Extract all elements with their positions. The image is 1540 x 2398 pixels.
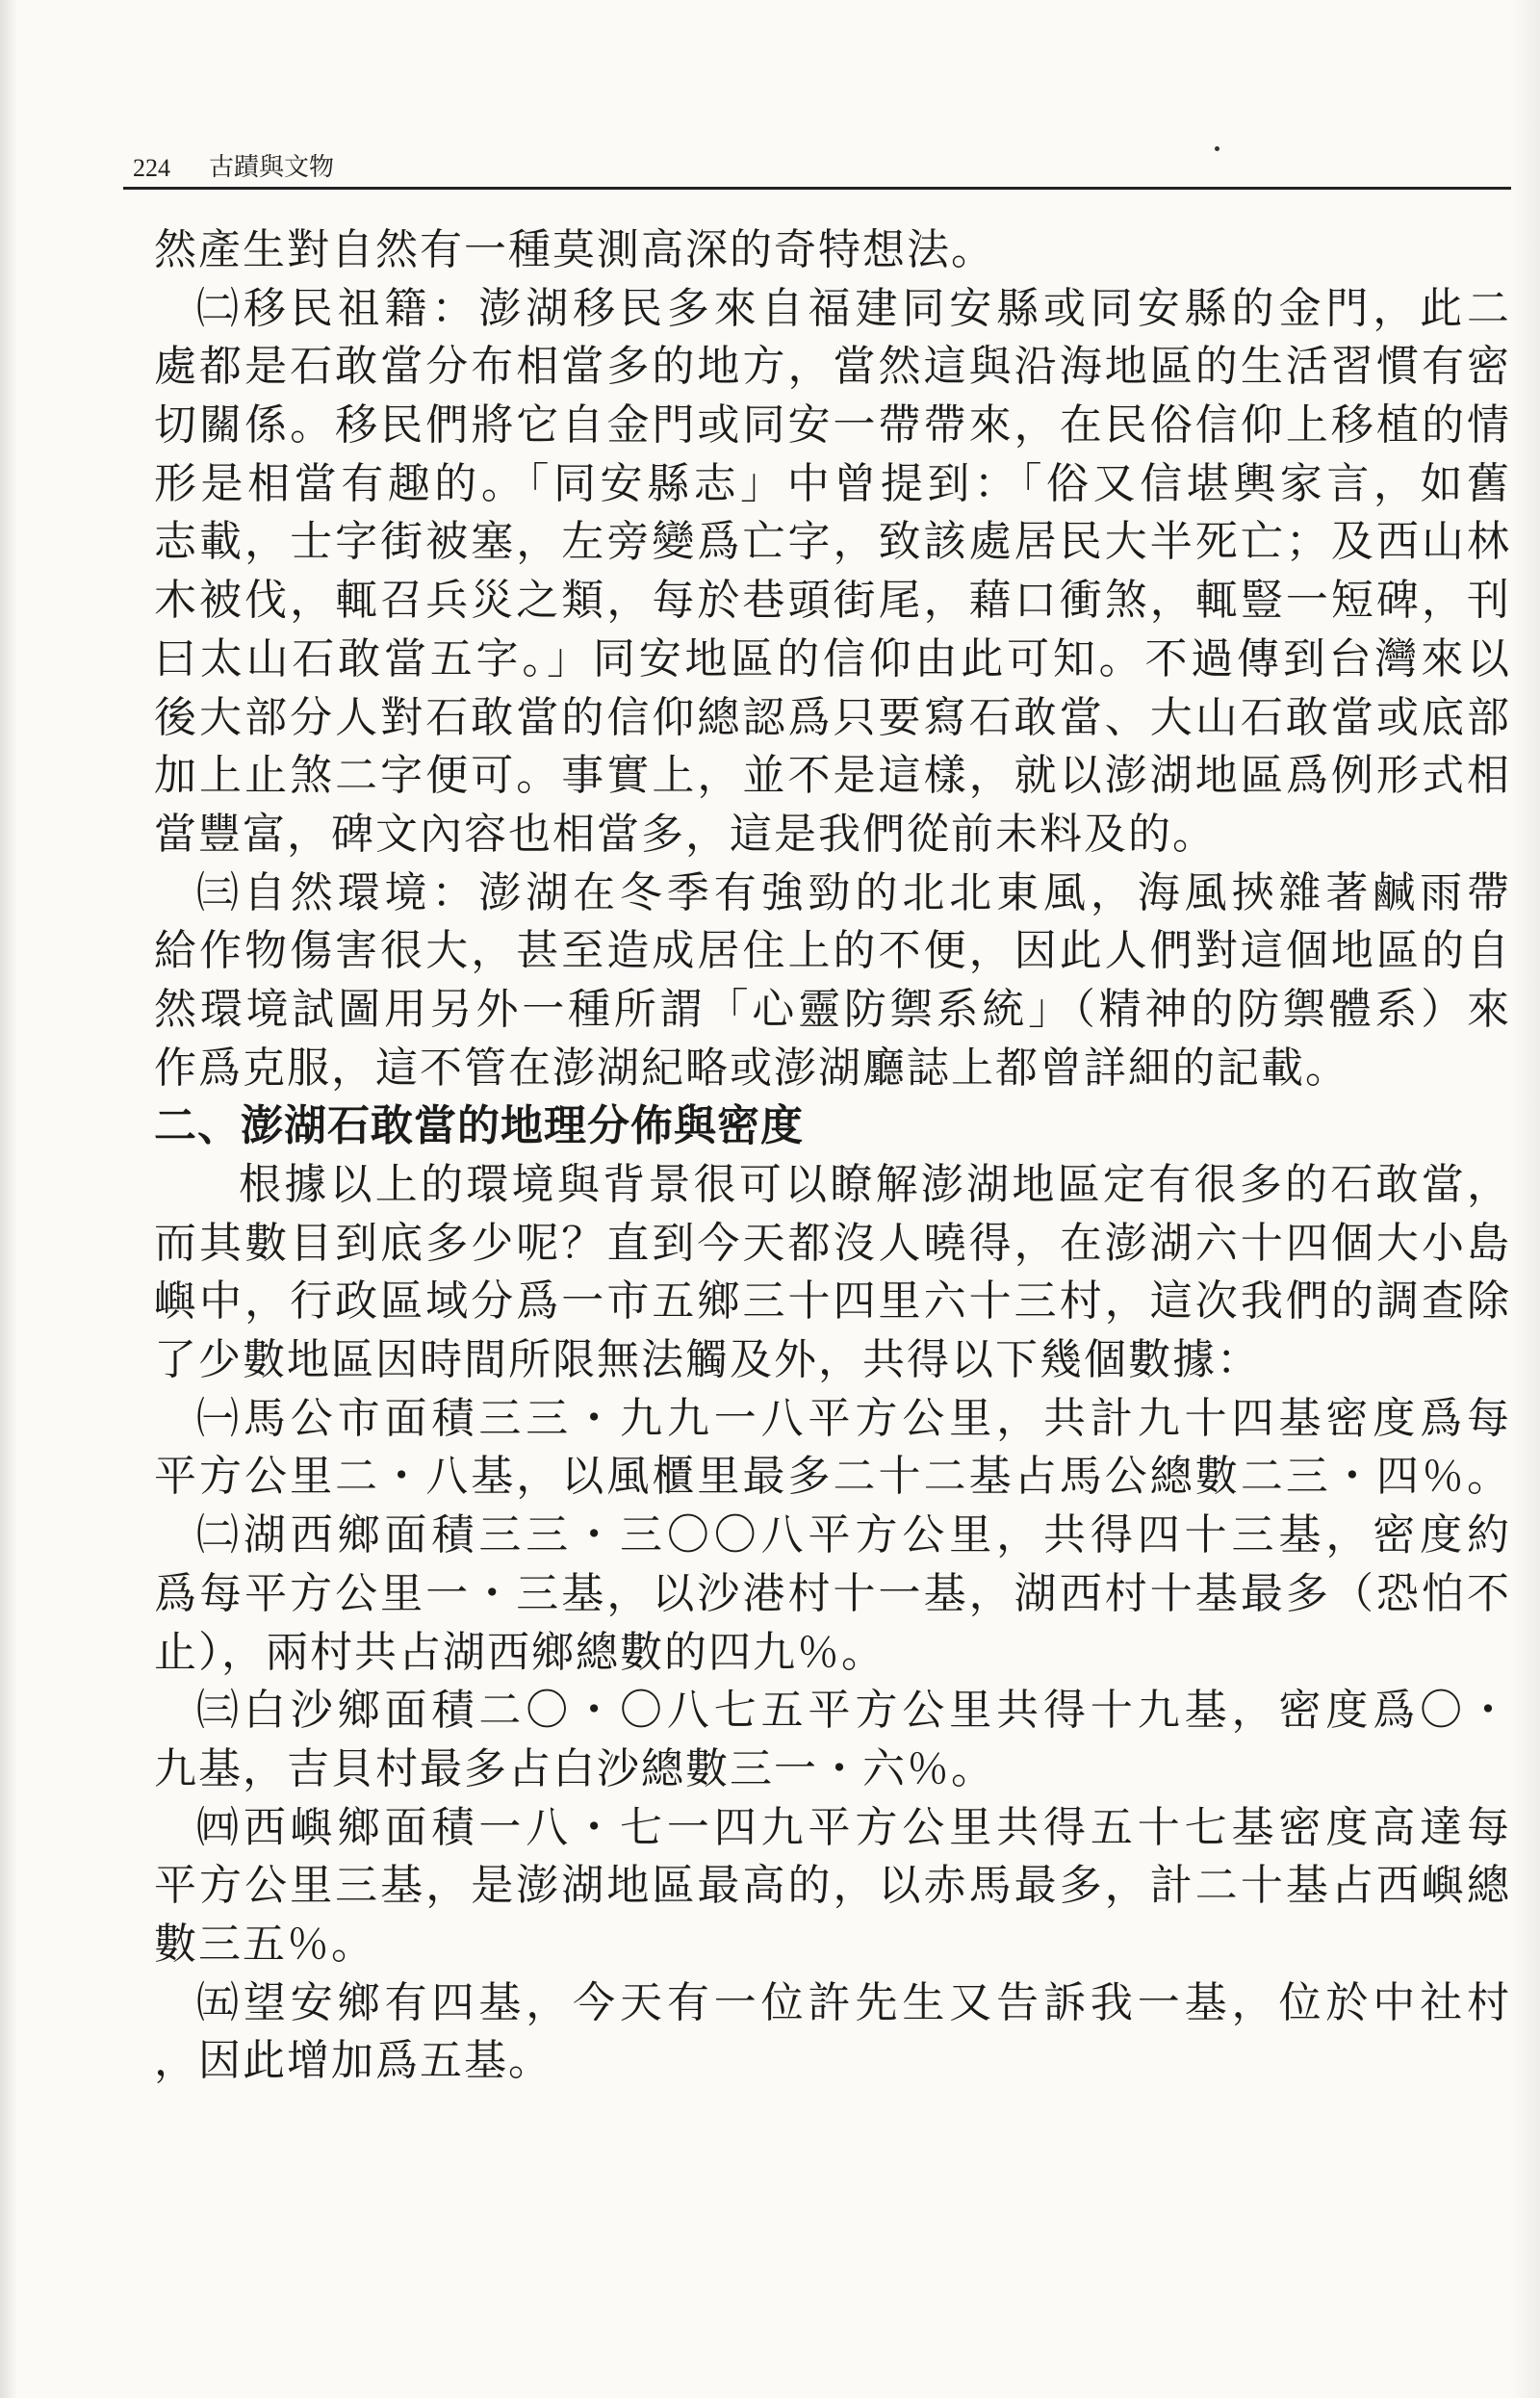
- text-line: 後大部分人對石敢當的信仰總認爲只要寫石敢當、大山石敢當或底部: [154, 692, 1511, 742]
- header-rule: [123, 187, 1511, 190]
- text-line: ㈢自然環境：澎湖在冬季有強勁的北北東風，海風挾雜著鹹雨帶: [196, 867, 1511, 917]
- text-line: ㈤望安鄉有四基，今天有一位許先生又告訴我一基，位於中社村: [196, 1977, 1511, 2027]
- text-line: 根據以上的環境與背景很可以瞭解澎湖地區定有很多的石敢當，: [239, 1160, 1511, 1209]
- text-line: 切關係。移民們將它自金門或同安一帶帶來，在民俗信仰上移植的情: [154, 400, 1511, 451]
- text-line: 數三五％。: [154, 1919, 375, 1969]
- text-line: 當豐富，碑文內容也相當多，這是我們從前未料及的。: [154, 809, 1217, 859]
- text-line: 木被伐，輒召兵災之類，每於巷頭街尾，藉口衝煞，輒豎一短碑，刊: [154, 576, 1511, 626]
- page-number: 224: [133, 154, 170, 182]
- text-line: ㈣西嶼鄉面積一八・七一四九平方公里共得五十七基密度高達每: [196, 1802, 1511, 1852]
- text-line: 曰太山石敢當五字。」同安地區的信仰由此可知。不過傳到台灣來以: [154, 633, 1511, 683]
- text-line: 爲每平方公里一・三基，以沙港村十一基，湖西村十基最多（恐怕不: [154, 1568, 1511, 1618]
- book-title: 古蹟與文物: [209, 153, 335, 181]
- running-header: [133, 135, 1511, 183]
- text-line: 然環境試圖用另外一種所謂「心靈防禦系統」（精神的防禦體系）來: [154, 984, 1511, 1034]
- body-text: [154, 221, 1511, 2091]
- text-line: 九基，吉貝村最多占白沙總數三一・六％。: [154, 1743, 995, 1793]
- text-line: 平方公里三基，是澎湖地區最高的，以赤馬最多，計二十基占西嶼總: [154, 1861, 1511, 1911]
- text-line: 然產生對自然有一種莫測高深的奇特想法。: [154, 225, 995, 274]
- section-heading: 二、澎湖石敢當的地理分佈與密度: [154, 1101, 804, 1151]
- text-line: 給作物傷害很大，甚至造成居住上的不便，因此人們對這個地區的自: [154, 926, 1511, 976]
- text-line: ㈡移民祖籍：澎湖移民多來自福建同安縣或同安縣的金門，此二: [196, 283, 1511, 333]
- text-line: ㈢白沙鄉面積二〇・〇八七五平方公里共得十九基，密度爲〇・: [196, 1686, 1511, 1736]
- text-line: ㈠馬公市面積三三・九九一八平方公里，共計九十四基密度爲每: [196, 1393, 1511, 1443]
- text-line: 志載，士字街被塞，左旁變爲亡字，致該處居民大半死亡；及西山林: [154, 517, 1511, 567]
- text-line: 嶼中，行政區域分爲一市五鄉三十四里六十三村，這次我們的調查除: [154, 1276, 1511, 1327]
- text-line: 加上止煞二字便可。事實上，並不是這樣，就以澎湖地區爲例形式相: [154, 751, 1511, 801]
- ink-speck: [1215, 146, 1219, 151]
- text-line: 止），兩村共占湖西鄉總數的四九％。: [154, 1627, 886, 1677]
- text-line: 作爲克服，這不管在澎湖紀略或澎湖廳誌上都曾詳細的記載。: [154, 1043, 1349, 1093]
- text-line: 處都是石敢當分布相當多的地方，當然這與沿海地區的生活習慣有密: [154, 342, 1511, 392]
- text-line: ㈡湖西鄉面積三三・三〇〇八平方公里，共得四十三基，密度約: [196, 1510, 1511, 1560]
- text-line: 形是相當有趣的。「同安縣志」中曾提到：「俗又信堪輿家言，如舊: [154, 458, 1511, 508]
- text-line: 了少數地區因時間所限無法觸及外，共得以下幾個數據：: [154, 1335, 1261, 1385]
- text-line: 而其數目到底多少呢？直到今天都沒人曉得，在澎湖六十四個大小島: [154, 1218, 1511, 1268]
- text-line: ，因此增加爲五基。: [154, 2036, 552, 2086]
- text-line: 平方公里二・八基，以風櫃里最多二十二基占馬公總數二三・四％。: [154, 1452, 1511, 1502]
